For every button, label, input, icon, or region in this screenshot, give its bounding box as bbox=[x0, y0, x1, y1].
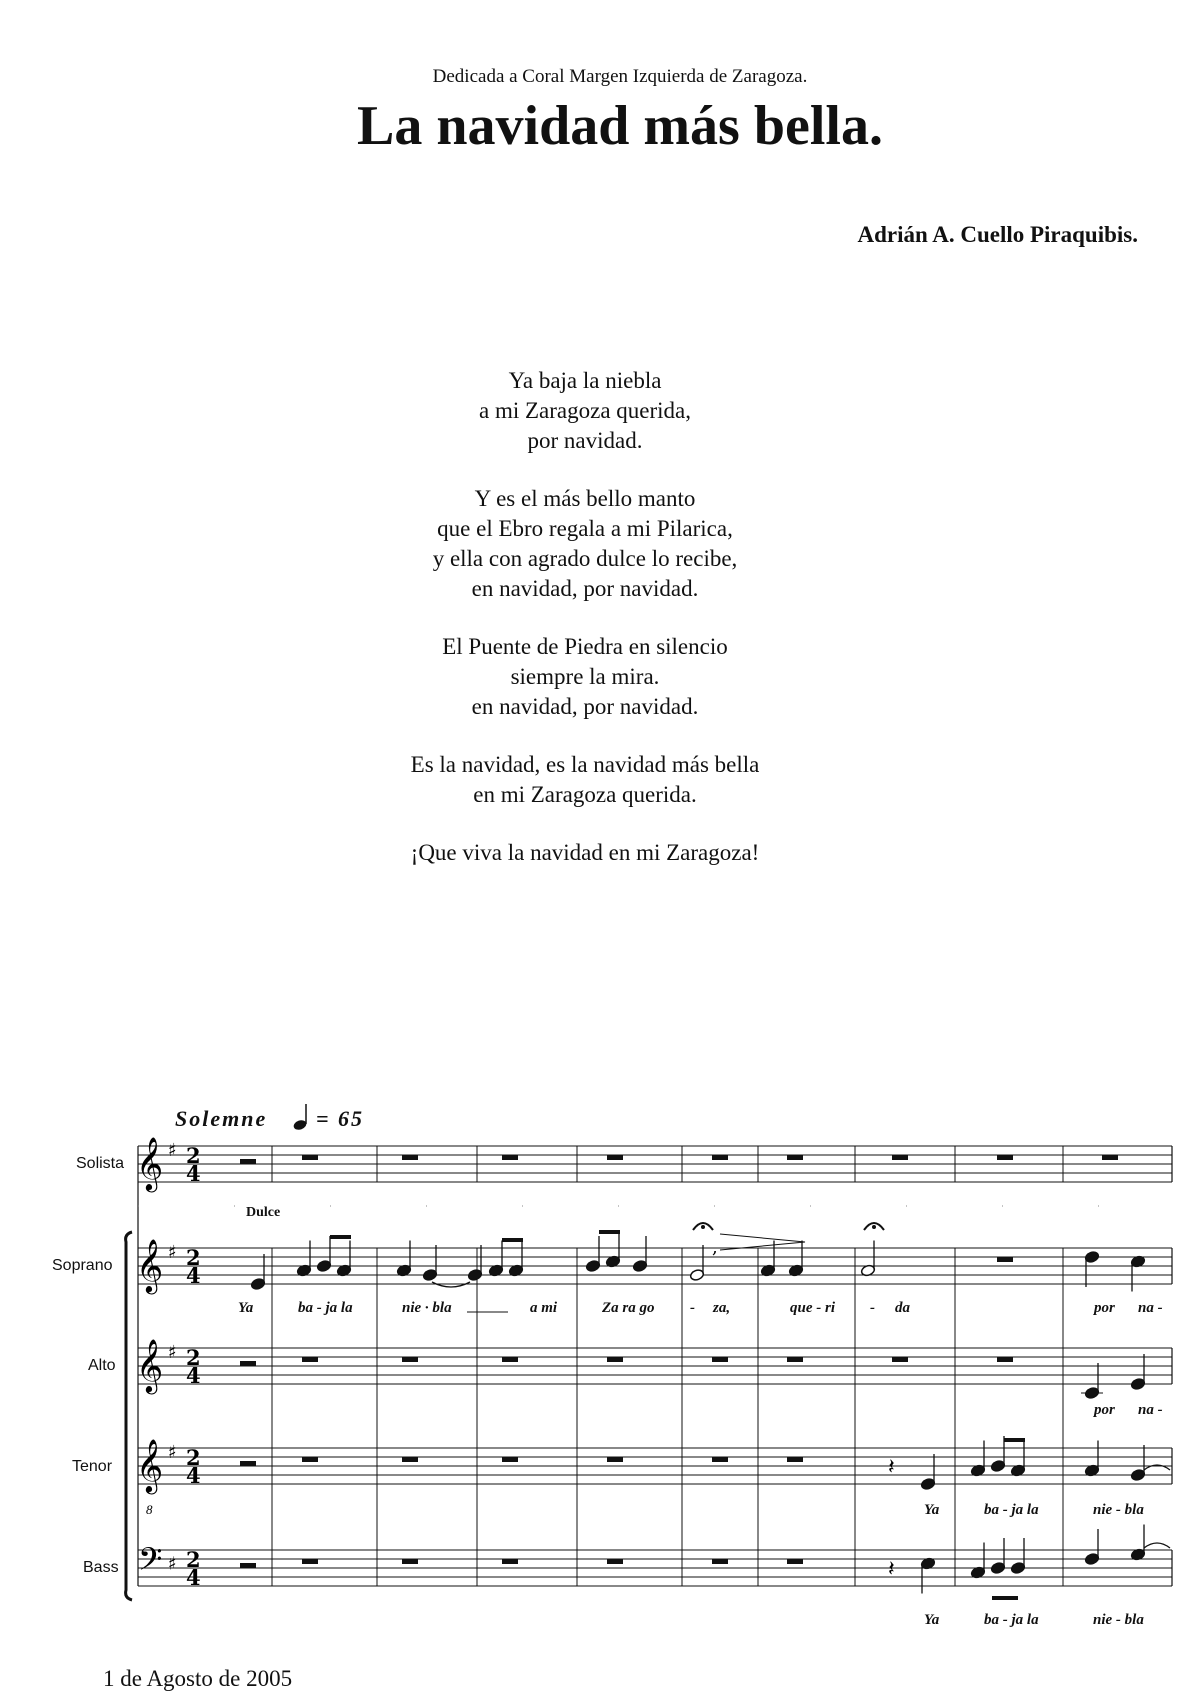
quarter-note-icon bbox=[250, 1254, 265, 1291]
rest-icon bbox=[607, 1155, 623, 1160]
quarter-note-icon bbox=[605, 1232, 620, 1269]
rest-icon bbox=[997, 1357, 1013, 1362]
quarter-note-icon bbox=[336, 1241, 351, 1278]
staves bbox=[136, 1136, 1172, 1590]
poem bbox=[0, 366, 1170, 896]
poem-line: El Puente de Piedra en silencio bbox=[442, 634, 728, 659]
quarter-note-icon bbox=[1084, 1250, 1099, 1287]
rest-icon bbox=[607, 1457, 623, 1462]
poem-line: y ella con agrado dulce lo recibe, bbox=[432, 546, 738, 571]
notes bbox=[240, 1155, 1170, 1600]
lyric-syllable: que - ri bbox=[790, 1300, 835, 1316]
lyric-syllable: nie - bla bbox=[1093, 1612, 1144, 1628]
poem-stanza-3 bbox=[0, 632, 1170, 722]
quarter-note-icon bbox=[316, 1236, 331, 1273]
beam bbox=[992, 1596, 1018, 1600]
rest-icon bbox=[787, 1357, 803, 1362]
quarter-note-icon bbox=[920, 1557, 935, 1594]
quarter-note-icon bbox=[508, 1241, 523, 1278]
rest-icon bbox=[502, 1457, 518, 1462]
rest-icon bbox=[302, 1457, 318, 1462]
rest-icon bbox=[787, 1155, 803, 1160]
rest-icon bbox=[712, 1357, 728, 1362]
lyrics-alto bbox=[1092, 1402, 1163, 1418]
instrument-label-alto: Alto bbox=[88, 1357, 116, 1374]
lyric-syllable: - bbox=[870, 1300, 875, 1316]
lyric-syllable: ba - ja la bbox=[298, 1300, 353, 1316]
poem-line: en mi Zaragoza querida. bbox=[473, 782, 697, 807]
staff bbox=[136, 1136, 1172, 1192]
rest-icon bbox=[402, 1457, 418, 1462]
lyrics-tenor bbox=[924, 1502, 1144, 1518]
sharp-icon: ♯ bbox=[168, 1140, 177, 1161]
lyric-syllable: Ya bbox=[238, 1300, 254, 1316]
instrument-label-soprano: Soprano bbox=[52, 1257, 113, 1274]
poem-line: a mi Zaragoza querida, bbox=[479, 398, 691, 423]
lyric-syllable: na - bbox=[1138, 1300, 1163, 1316]
treble-clef-icon: 𝄞 bbox=[136, 1136, 164, 1190]
sharp-icon: ♯ bbox=[168, 1342, 177, 1363]
sharp-icon: ♯ bbox=[168, 1553, 177, 1575]
beam bbox=[1004, 1438, 1025, 1442]
rest-icon bbox=[712, 1559, 728, 1564]
time-signature: 2 bbox=[186, 1345, 201, 1370]
treble-clef-icon: 𝄞 bbox=[136, 1238, 164, 1292]
time-signature: 2 bbox=[186, 1143, 201, 1168]
rest-icon bbox=[302, 1559, 318, 1564]
rest-icon bbox=[240, 1461, 256, 1466]
rest-icon bbox=[712, 1155, 728, 1160]
beam bbox=[330, 1235, 351, 1239]
bass-clef-icon: 𝄢 bbox=[138, 1541, 163, 1585]
rest-icon bbox=[997, 1257, 1013, 1262]
quarter-note-icon bbox=[990, 1436, 1005, 1473]
lyric-syllable: por bbox=[1094, 1300, 1115, 1316]
poem-stanza-4 bbox=[0, 750, 1170, 810]
lyric-syllable: da bbox=[895, 1300, 910, 1316]
treble-clef-icon: 𝄞 bbox=[136, 1338, 164, 1392]
poem-line: que el Ebro regala a mi Pilarica, bbox=[437, 516, 733, 541]
tie bbox=[1144, 1543, 1170, 1548]
lyric-syllable: a mi bbox=[530, 1300, 558, 1316]
poem-stanza-2 bbox=[0, 484, 1170, 604]
rest-icon bbox=[892, 1357, 908, 1362]
time-signature: 2 bbox=[186, 1245, 201, 1270]
quarter-note-icon bbox=[632, 1236, 647, 1273]
beam bbox=[599, 1230, 620, 1234]
quarter-note-icon bbox=[292, 1104, 307, 1131]
rest-icon bbox=[302, 1155, 318, 1160]
lyric-syllable: Ya bbox=[924, 1612, 940, 1628]
fermata-dot bbox=[701, 1225, 705, 1229]
quarter-note-icon bbox=[467, 1245, 482, 1282]
lyrics-bass bbox=[924, 1612, 1144, 1628]
quarter-note-icon bbox=[920, 1454, 935, 1491]
lyric-syllable: nie - bla bbox=[1093, 1502, 1144, 1518]
poem-line: Ya baja la niebla bbox=[508, 368, 662, 393]
rest-icon bbox=[402, 1357, 418, 1362]
music-score bbox=[0, 1090, 1200, 1660]
quarter-note-icon bbox=[1130, 1354, 1145, 1391]
time-signature: 2 bbox=[186, 1445, 201, 1470]
rest-icon bbox=[240, 1159, 256, 1164]
breath-mark: , bbox=[712, 1237, 718, 1258]
quarter-note-icon bbox=[1130, 1255, 1145, 1292]
octave-mark: 8 bbox=[146, 1502, 153, 1517]
quarter-note-icon bbox=[970, 1543, 985, 1580]
time-signature: 4 bbox=[186, 1363, 201, 1388]
lyric-syllable: za, bbox=[713, 1300, 731, 1316]
rest-icon bbox=[502, 1559, 518, 1564]
choir-bracket bbox=[126, 1232, 132, 1600]
dedication: Dedicada a Coral Margen Izquierda de Zaragoza. bbox=[432, 66, 808, 87]
quarter-note-icon bbox=[1010, 1538, 1025, 1575]
quarter-rest-icon: 𝄽 bbox=[888, 1557, 895, 1582]
quarter-note-icon bbox=[488, 1241, 503, 1278]
quarter-note-icon bbox=[970, 1441, 985, 1478]
poem-line: ¡Que viva la navidad en mi Zaragoza! bbox=[410, 840, 760, 865]
rest-icon bbox=[402, 1559, 418, 1564]
half-note-icon bbox=[689, 1245, 704, 1282]
staff bbox=[136, 1238, 1172, 1294]
sharp-icon: ♯ bbox=[168, 1242, 177, 1263]
quarter-note-icon bbox=[1081, 1363, 1103, 1400]
quarter-note-icon bbox=[1084, 1441, 1099, 1478]
quarter-rest-icon: 𝄽 bbox=[888, 1455, 895, 1480]
quarter-note-icon bbox=[1084, 1529, 1099, 1566]
poem-line: Y es el más bello manto bbox=[474, 486, 696, 511]
sharp-icon: ♯ bbox=[168, 1442, 177, 1463]
treble-clef-icon: 𝄞 bbox=[136, 1438, 164, 1492]
rest-icon bbox=[787, 1457, 803, 1462]
poem-line: en navidad, por navidad. bbox=[471, 694, 699, 719]
quarter-note-icon bbox=[990, 1538, 1005, 1575]
time-signature: 4 bbox=[186, 1463, 201, 1488]
quarter-note-icon bbox=[788, 1241, 803, 1278]
time-signature: 4 bbox=[186, 1565, 201, 1590]
rest-icon bbox=[302, 1357, 318, 1362]
lyric-syllable: ba - ja la bbox=[984, 1612, 1039, 1628]
poem-line: Es la navidad, es la navidad más bella bbox=[410, 752, 760, 777]
rest-icon bbox=[502, 1155, 518, 1160]
beam bbox=[502, 1238, 523, 1242]
rest-icon bbox=[787, 1559, 803, 1564]
dynamic-marking: Dulce bbox=[246, 1205, 281, 1220]
poem-stanza-5 bbox=[0, 838, 1170, 868]
composer-name: Adrián A. Cuello Piraquibis. bbox=[857, 222, 1138, 247]
composition-date: 1 de Agosto de 2005 bbox=[103, 1666, 293, 1691]
quarter-note-icon bbox=[296, 1241, 311, 1278]
tempo-value: = 65 bbox=[316, 1106, 365, 1131]
time-signature: 2 bbox=[186, 1547, 201, 1572]
lyric-syllable: na - bbox=[1138, 1402, 1163, 1418]
quarter-note-icon bbox=[396, 1241, 411, 1278]
quarter-note-icon bbox=[1010, 1441, 1025, 1478]
rest-icon bbox=[607, 1559, 623, 1564]
tempo-marking: Solemne bbox=[175, 1106, 268, 1131]
rest-icon bbox=[997, 1155, 1013, 1160]
instrument-label-tenor: Tenor bbox=[72, 1458, 113, 1475]
lyric-syllable: por bbox=[1094, 1402, 1115, 1418]
page-title: La navidad más bella. bbox=[357, 95, 883, 157]
lyric-syllable: nie · bla bbox=[402, 1300, 452, 1316]
poem-line: por navidad. bbox=[527, 428, 643, 453]
half-note-icon bbox=[860, 1241, 875, 1278]
rest-icon bbox=[712, 1457, 728, 1462]
quarter-note-icon bbox=[585, 1236, 600, 1273]
rest-icon bbox=[502, 1357, 518, 1362]
poem-line: siempre la mira. bbox=[510, 664, 660, 689]
poem-line: en navidad, por navidad. bbox=[471, 576, 699, 601]
lyric-syllable: Ya bbox=[924, 1502, 940, 1518]
staff bbox=[136, 1338, 1172, 1394]
quarter-note-icon bbox=[422, 1245, 437, 1282]
lyric-syllable: Za ra go bbox=[602, 1300, 655, 1316]
lyric-syllable: - bbox=[690, 1300, 695, 1316]
rest-icon bbox=[240, 1563, 256, 1568]
rest-icon bbox=[240, 1361, 256, 1366]
quarter-note-icon bbox=[1130, 1525, 1145, 1562]
time-signature: 4 bbox=[186, 1161, 201, 1186]
quarter-note-icon bbox=[1130, 1445, 1145, 1482]
poem-stanza-1 bbox=[0, 366, 1170, 456]
rest-icon bbox=[402, 1155, 418, 1160]
rest-icon bbox=[892, 1155, 908, 1160]
instrument-label-bass: Bass bbox=[83, 1559, 119, 1576]
rest-icon bbox=[1102, 1155, 1118, 1160]
fermata-dot bbox=[872, 1225, 876, 1229]
time-signature: 4 bbox=[186, 1263, 201, 1288]
instrument-label-solista: Solista bbox=[76, 1155, 125, 1172]
rest-icon bbox=[607, 1357, 623, 1362]
lyric-syllable: ba - ja la bbox=[984, 1502, 1039, 1518]
